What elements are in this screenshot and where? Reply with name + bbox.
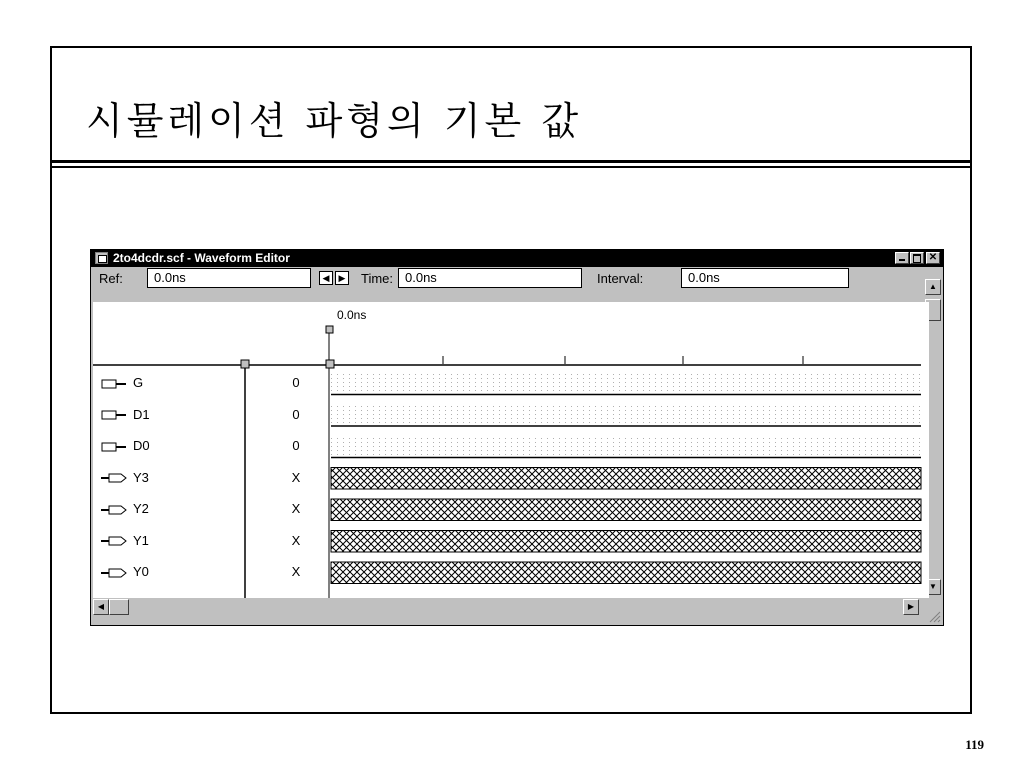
waveform-D0[interactable] bbox=[331, 435, 921, 458]
signal-value[interactable]: 0 bbox=[292, 438, 300, 453]
scroll-down-button[interactable]: ▼ bbox=[925, 579, 941, 595]
time-field[interactable]: 0.0ns bbox=[398, 268, 582, 288]
signal-name[interactable] bbox=[101, 438, 150, 453]
cursor-handle[interactable] bbox=[326, 326, 333, 333]
input-pin-icon bbox=[101, 441, 127, 453]
signal-value[interactable]: 0 bbox=[292, 406, 300, 422]
signal-value[interactable]: X bbox=[291, 469, 301, 485]
signal-value[interactable]: 0 bbox=[292, 375, 300, 390]
slide-title: 시뮬레이션 파형의 기본 값 bbox=[86, 99, 583, 143]
signal-name-text: Y1 bbox=[133, 532, 149, 548]
waveform-canvas bbox=[91, 250, 945, 627]
signal-name[interactable] bbox=[101, 407, 150, 422]
page-number: 119 bbox=[965, 737, 984, 752]
close-button[interactable]: ✕ bbox=[926, 252, 940, 264]
signal-name[interactable] bbox=[101, 501, 149, 516]
cursor-time-label: 0.0ns bbox=[337, 308, 367, 322]
signal-name[interactable] bbox=[101, 375, 143, 390]
input-pin-icon bbox=[101, 378, 127, 390]
title-divider bbox=[52, 160, 970, 163]
waveform-D1[interactable] bbox=[331, 404, 921, 427]
waveform-Y2[interactable] bbox=[331, 499, 921, 521]
ref-field[interactable]: 0.0ns bbox=[147, 268, 311, 288]
input-pin-icon bbox=[101, 409, 127, 421]
prev-transition-button[interactable]: ◀ bbox=[319, 271, 333, 285]
output-pin-icon bbox=[101, 504, 127, 516]
hscroll-thumb[interactable] bbox=[109, 599, 129, 615]
interval-field[interactable]: 0.0ns bbox=[681, 268, 849, 288]
signal-name-text: G bbox=[133, 375, 144, 390]
signal-name[interactable] bbox=[101, 564, 149, 579]
output-pin-icon bbox=[101, 567, 127, 579]
resize-grip-icon[interactable] bbox=[927, 609, 941, 623]
waveform-Y1[interactable] bbox=[331, 531, 921, 553]
scroll-up-button[interactable]: ▲ bbox=[925, 279, 941, 295]
cursor-handle-bottom[interactable] bbox=[326, 360, 334, 368]
ref-label: Ref: bbox=[99, 271, 123, 286]
waveform-G[interactable] bbox=[331, 372, 921, 395]
signal-name[interactable] bbox=[101, 533, 149, 548]
signal-name-text: Y0 bbox=[133, 564, 149, 579]
column-splitter-handle[interactable] bbox=[241, 360, 249, 368]
signal-value[interactable]: X bbox=[291, 564, 301, 579]
title-divider-thin bbox=[52, 166, 970, 168]
output-pin-icon bbox=[101, 535, 127, 547]
horizontal-scrollbar[interactable] bbox=[91, 598, 927, 616]
signal-value[interactable]: X bbox=[291, 532, 301, 548]
waveform-Y3[interactable] bbox=[331, 468, 921, 490]
title-box bbox=[52, 48, 970, 162]
interval-label: Interval: bbox=[597, 271, 644, 286]
next-transition-button[interactable]: ▶ bbox=[335, 271, 349, 285]
output-pin-icon bbox=[101, 472, 127, 484]
signal-name-text: Y3 bbox=[133, 469, 149, 485]
signal-name-text: D0 bbox=[133, 438, 150, 453]
scroll-left-button[interactable]: ◀ bbox=[93, 599, 109, 615]
signal-value[interactable]: X bbox=[291, 501, 301, 516]
signal-name-text: Y2 bbox=[133, 501, 149, 516]
waveform-Y0[interactable] bbox=[331, 562, 921, 584]
signal-waveforms bbox=[331, 372, 921, 584]
window-title: 2to4dcdr.scf - Waveform Editor bbox=[113, 251, 290, 265]
waveform-editor-window bbox=[90, 249, 944, 626]
scroll-right-button[interactable]: ▶ bbox=[903, 599, 919, 615]
signal-name-text: D1 bbox=[133, 406, 150, 422]
signal-name[interactable] bbox=[101, 470, 149, 485]
time-label: Time: bbox=[361, 271, 394, 286]
